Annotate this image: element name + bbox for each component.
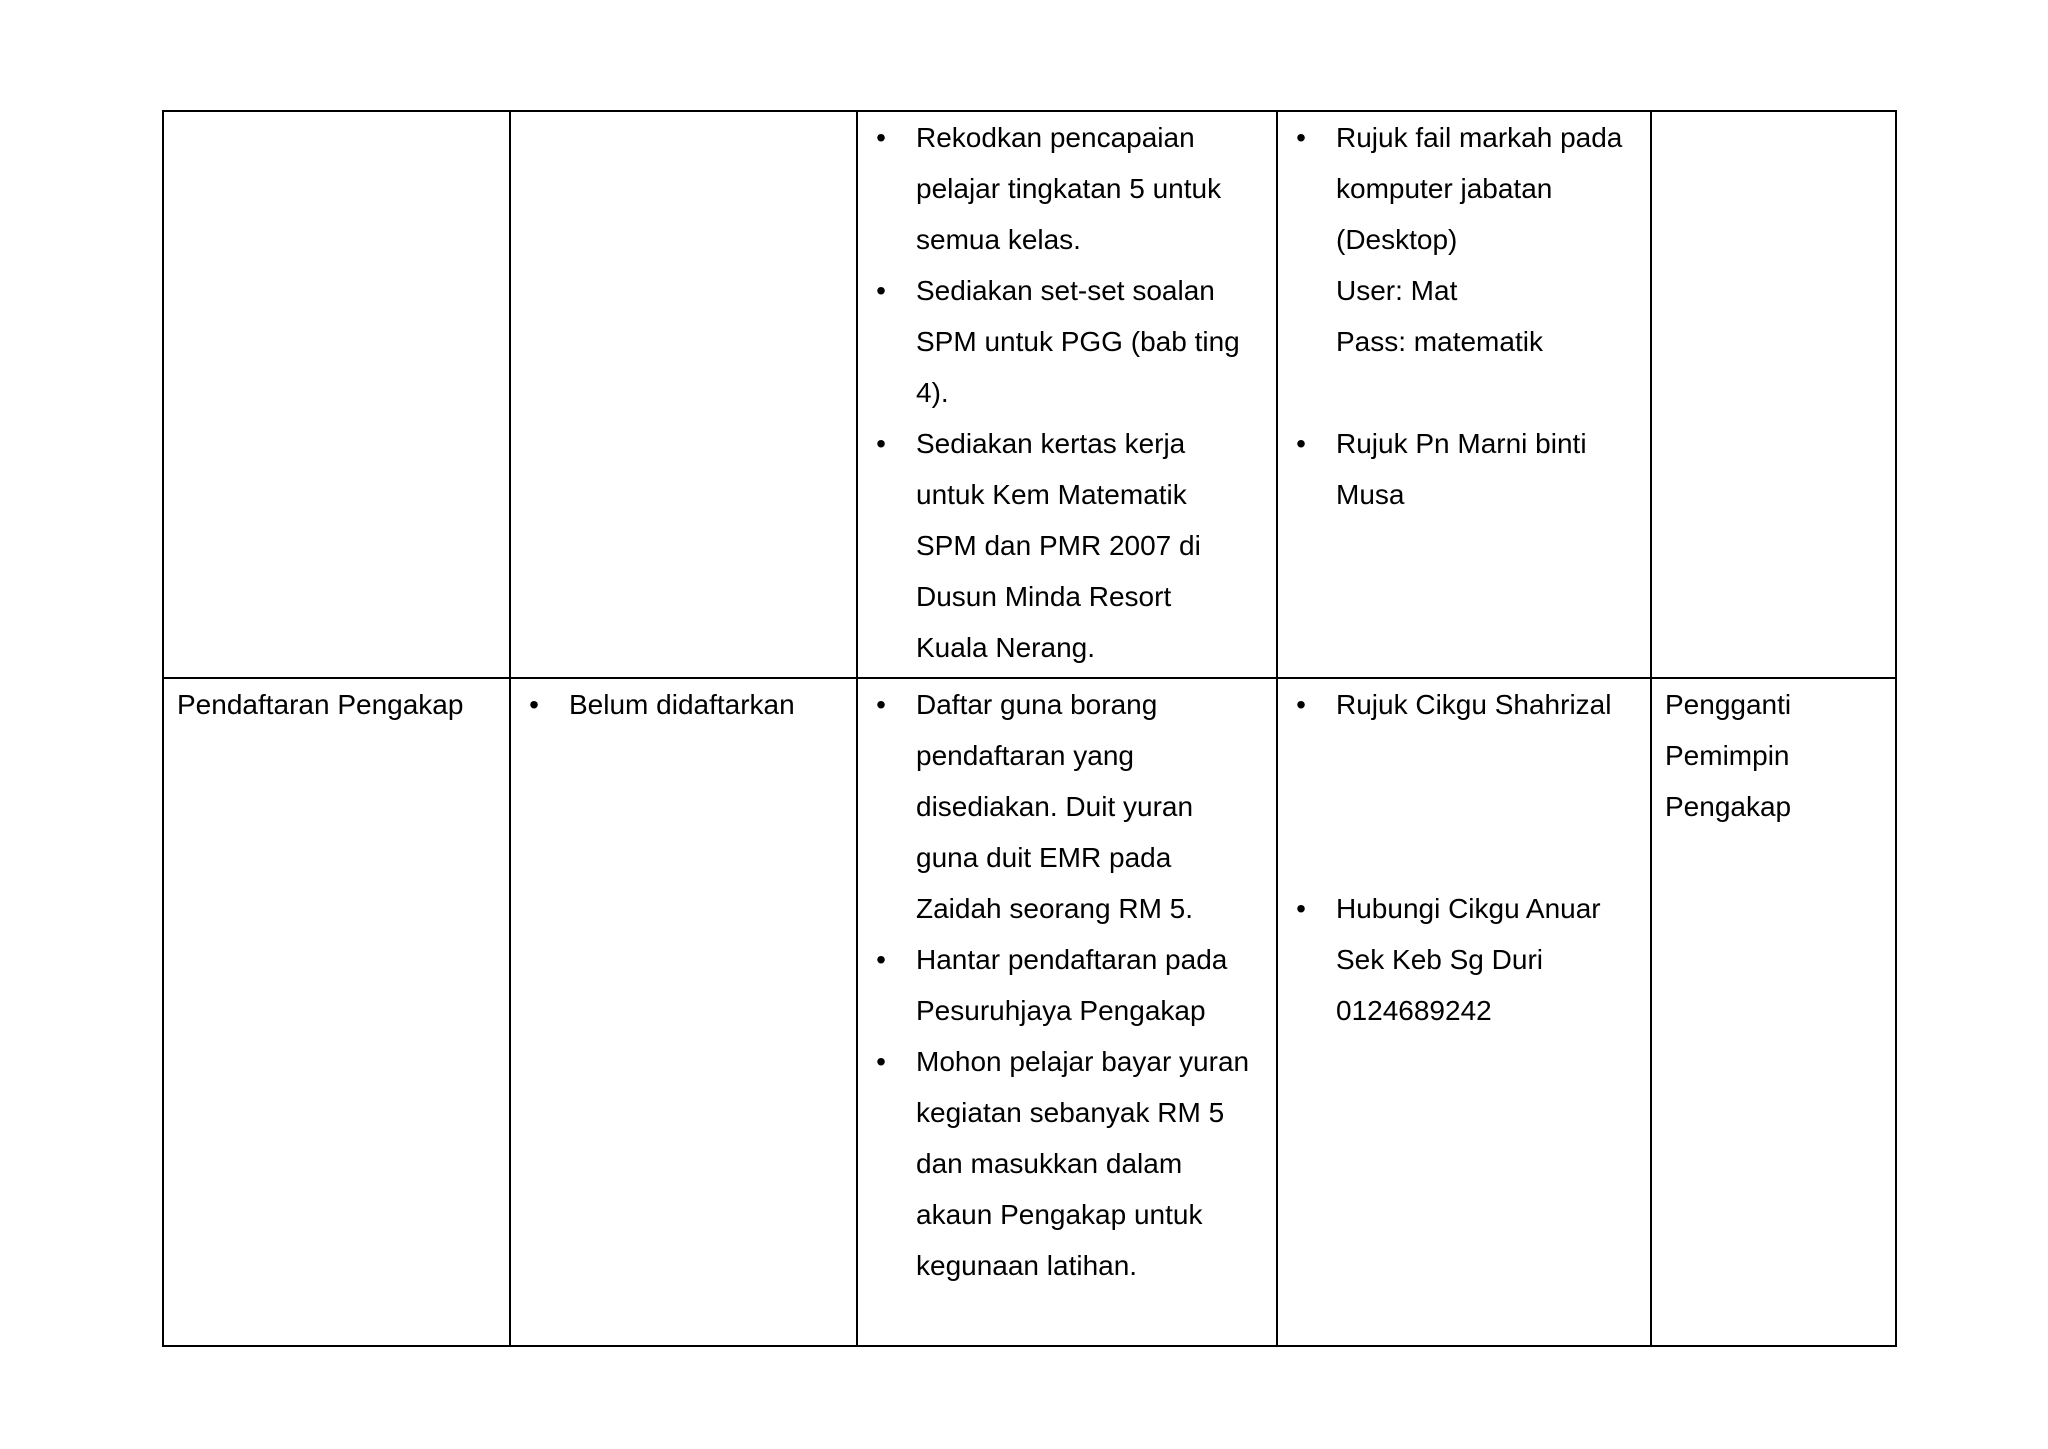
bullet-icon: • <box>876 122 886 153</box>
responsible-person: Pengganti Pemimpin Pengakap <box>1665 689 1792 822</box>
activity-title: Pendaftaran Pengakap <box>177 689 464 720</box>
bullet-icon: • <box>1296 122 1306 153</box>
bullet-icon: • <box>876 428 886 459</box>
row2-col1-cell <box>163 678 510 1346</box>
spacer <box>1278 730 1640 883</box>
table-row <box>163 111 1896 678</box>
bullet-icon: • <box>1296 893 1306 924</box>
list-item: • Sediakan set-set soalan SPM untuk PGG (bab ting 4). <box>858 265 1266 418</box>
row1-col1-cell <box>163 111 510 678</box>
row1-col2-cell <box>510 111 857 678</box>
bullet-icon: • <box>529 689 539 720</box>
list-item: • Rujuk Pn Marni binti Musa <box>1278 418 1640 520</box>
list-item: • Hantar pendaftaran pada Pesuruhjaya Pengakap <box>858 934 1266 1036</box>
row1-col4-cell <box>1277 111 1651 678</box>
list-item: • Sediakan kertas kerja untuk Kem Matematik SPM dan PMR 2007 di Dusun Minda Resort Kuala Nerang. <box>858 418 1266 673</box>
bullet-icon: • <box>876 1046 886 1077</box>
list-item: • Rujuk fail markah pada komputer jabatan (Desktop) User: Mat Pass: matematik <box>1278 112 1640 367</box>
document-table <box>162 110 1897 1347</box>
row2-status-list <box>511 679 856 730</box>
spacer <box>1278 367 1640 418</box>
row2-col4-cell <box>1277 678 1651 1346</box>
row2-reference-list <box>1278 679 1650 1036</box>
row2-col2-cell <box>510 678 857 1346</box>
bullet-icon: • <box>876 689 886 720</box>
bullet-icon: • <box>876 944 886 975</box>
bullet-icon: • <box>1296 689 1306 720</box>
list-item: • Rekodkan pencapaian pelajar tingkatan 5 untuk semua kelas. <box>858 112 1266 265</box>
bullet-icon: • <box>876 275 886 306</box>
row2-col3-cell <box>857 678 1277 1346</box>
list-item: • Hubungi Cikgu Anuar Sek Keb Sg Duri 0124689242 <box>1278 883 1640 1036</box>
list-item: • Belum didaftarkan <box>511 679 846 730</box>
list-item: • Daftar guna borang pendaftaran yang disediakan. Duit yuran guna duit EMR pada Zaidah seorang RM 5. <box>858 679 1266 934</box>
row1-reference-list <box>1278 112 1650 520</box>
row2-col5-cell <box>1651 678 1896 1346</box>
row1-col5-cell <box>1651 111 1896 678</box>
table-row <box>163 678 1896 1346</box>
row2-action-list <box>858 679 1276 1291</box>
bullet-icon: • <box>1296 428 1306 459</box>
list-item: • Rujuk Cikgu Shahrizal <box>1278 679 1640 730</box>
list-item: • Mohon pelajar bayar yuran kegiatan sebanyak RM 5 dan masukkan dalam akaun Pengakap untuk kegunaan latihan. <box>858 1036 1266 1291</box>
row1-col3-cell <box>857 111 1277 678</box>
row1-action-list <box>858 112 1276 673</box>
